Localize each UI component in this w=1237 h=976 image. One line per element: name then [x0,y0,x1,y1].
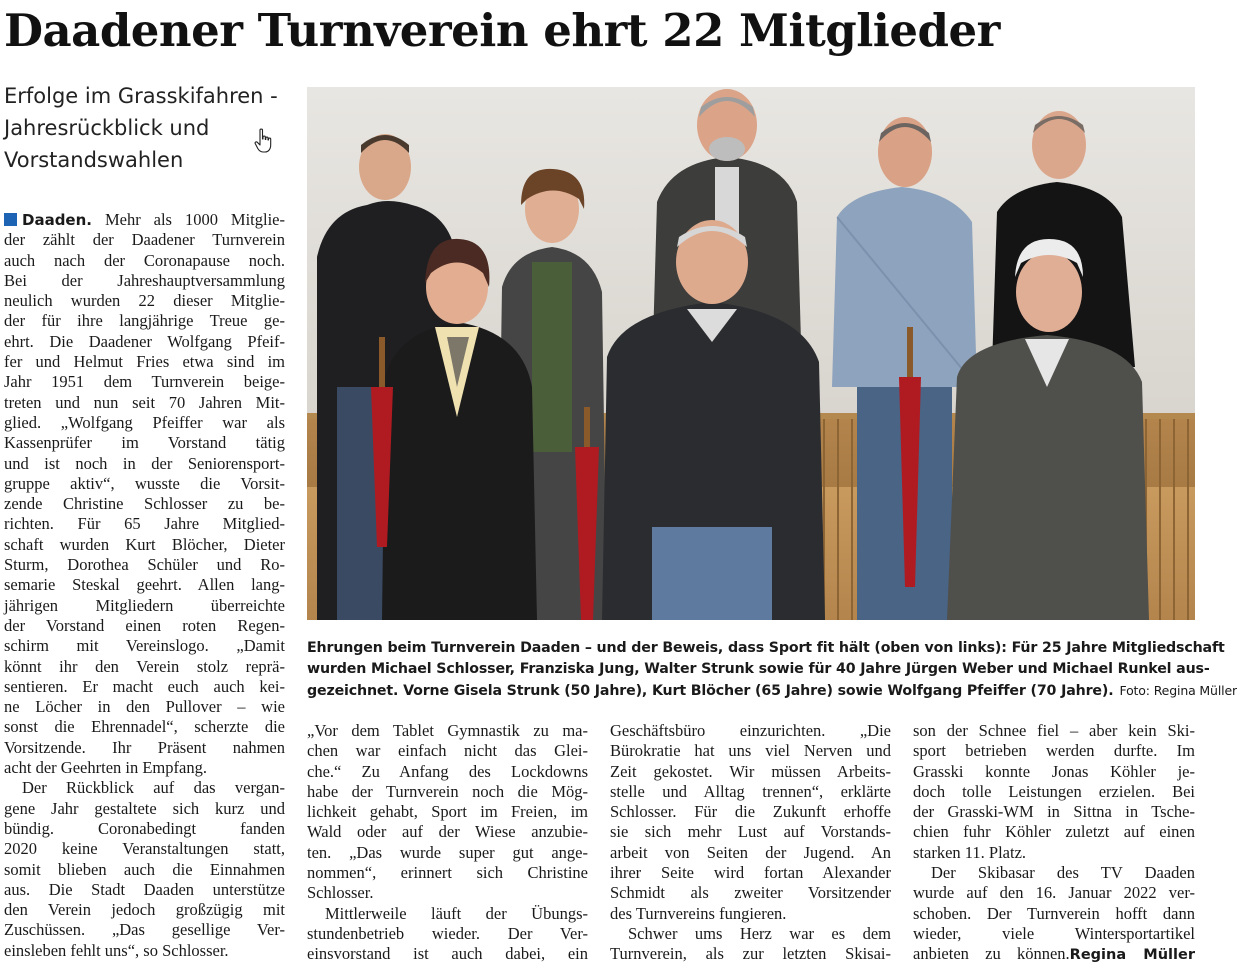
body-line: schirm mit Vereinslogo. „Damit [4,636,285,656]
body-line: Schwer ums Herz war es dem [628,923,891,943]
body-line: lichkeit gehabt, Sport im Freien, im [307,802,588,822]
body-line: Der Rückblick auf das vergan- [22,778,285,798]
body-line: Zuschüssen. „Das gesellige Ver- [4,920,285,940]
body-line: schaft wurden Kurt Blöcher, Dieter [4,534,285,554]
body-line: ihrer Seite wird fortan Alexander [610,863,891,883]
blue-square-marker [4,213,17,226]
body-line: gene Jahr gestaltete sich kurz und [4,798,285,818]
body-line: zende Christine Schlosser zu be- [4,494,285,514]
article-column-2 [307,721,588,965]
headline: Daadener Turnverein ehrt 22 Mitglieder [4,4,1000,57]
body-line: son der Schnee fiel – aber kein Ski- [913,721,1195,740]
body-line: sie sich mehr Lust auf Vorstands- [610,822,891,842]
body-line: Turnverein, als zur letzten Skisai- [610,944,891,964]
body-line: „Vor dem Tablet Gymnastik zu ma- [307,721,588,740]
body-line: der für ihre langjährige Treue ge- [4,311,285,331]
body-line: Jahr 1951 dem Turnverein beige- [4,372,285,392]
article-column-4 [913,721,1195,966]
body-line: Schlosser. [307,883,374,903]
body-line: Wald oder auf der Wiese anzubie- [307,822,588,842]
body-line: neulich wurden 22 dieser Mitglie- [4,291,285,311]
hand-pointer-icon [254,128,274,154]
caption-line: Ehrungen beim Turnverein Daaden – und der Beweis, dass Sport fit hält (oben von links): Für 25 Jahre Mitgliedschaft [307,640,1225,656]
body-line: acht der Geehrten in Empfang. [4,758,207,778]
caption-line-text: gezeichnet. Vorne Gisela Strunk (50 Jahre), Kurt Blöcher (65 Jahre) sowie Wolfgang Pfeiffer (70 Jahre). [307,683,1114,699]
subhead-line: Jahresrückblick und [4,116,210,140]
body-line: Zeit gekostet. Wir müssen Arbeits- [610,761,891,781]
author-byline: Regina Müller [1069,947,1195,964]
body-line: Geschäftsbüro einzurichten. „Die [610,721,891,740]
body-line: wurde auf den 16. Januar 2022 ver- [913,883,1195,903]
body-line: 2020 keine Veranstaltungen statt, [4,839,285,859]
photo-credit: Foto: Regina Müller [1119,683,1237,698]
body-line: nommen“, erinnert sich Christine [307,863,588,883]
caption-line [307,680,1237,702]
photo-caption [307,638,1237,702]
body-line: stelle und Alltag trennen“, erklärte [610,781,891,801]
body-line: könnt ihr den Verein stolz reprä- [4,656,285,676]
body-line: Daaden. Mehr als 1000 Mitglie- [4,210,285,230]
body-line [913,944,1195,965]
article-photo [307,87,1195,620]
body-line: somit blieben auch die Einnahmen [4,859,285,879]
body-line: Der Skibasar des TV Daaden [931,863,1195,883]
body-line: glied. „Wolfgang Pfeiffer war als [4,412,285,432]
body-line: semarie Steskal geehrt. Allen lang- [4,575,285,595]
body-line: Schlosser. Für die Zukunft erhoffe [610,802,891,822]
body-line: habe der Turnverein noch die Mög- [307,781,588,801]
body-line: sport betrieben werden durfte. Im [913,741,1195,761]
body-line: Schmidt als zweiter Vorsitzender [610,883,891,903]
article-column-1 [4,210,285,961]
body-line: che.“ Zu Anfang des Lockdowns [307,761,588,781]
body-line: arbeit von Seiten der Jugend. An [610,842,891,862]
body-line: des Turnvereins fungieren. [610,903,787,923]
article-column-3 [610,721,891,965]
body-line: Sturm, Dorothea Schüler und Ro- [4,555,285,575]
subheadline [4,80,289,176]
body-line: Vorsitzende. Ihr Präsent nahmen [4,737,285,757]
body-line: Bei der Jahreshauptversammlung [4,270,285,290]
caption-line: wurden Michael Schlosser, Franziska Jung, Walter Strunk sowie für 40 Jahre Jürgen Weber und Michael Runkel aus- [307,661,1210,677]
body-line: den Verein jedoch großzügig mit [4,900,285,920]
body-line: einsleben fehlt uns“, so Schlosser. [4,940,229,960]
body-line: Grasski konnte Jonas Köhler je- [913,761,1195,781]
body-line: Bürokratie hat uns viel Nerven und [610,741,891,761]
dateline: Daaden. [22,211,92,229]
body-line: starken 11. Platz. [913,842,1027,862]
body-line: doch tolle Leistungen erzielen. Bei [913,781,1195,801]
body-line: schoben. Der Turnverein hofft dann [913,903,1195,923]
body-line: gruppe aktiv“, wusste die Vorsit- [4,473,285,493]
body-line: jährigen Mitgliedern überreichte [4,595,285,615]
body-line: der Grasski-WM in Sittna in Tsche- [913,802,1195,822]
body-line: und ist noch in der Seniorensport- [4,453,285,473]
body-line: richten. Für 65 Jahre Mitglied- [4,514,285,534]
body-line: treten und nun seit 70 Jahren Mit- [4,392,285,412]
body-line: ne Löcher in den Pullover – wie [4,697,285,717]
body-line: auch nach der Coronapause noch. [4,250,285,270]
body-line: fer und Helmut Fries etwa sind im [4,352,285,372]
body-line: einsvorstand ist auch dabei, ein [307,944,588,964]
body-line: aus. Die Stadt Daaden unterstütze [4,879,285,899]
body-line: der zählt der Daadener Turnverein [4,230,285,250]
body-line: der Vorstand einen roten Regen- [4,615,285,635]
body-line: stundenbetrieb wieder. Der Ver- [307,923,588,943]
body-line: Kassenprüfer im Vorstand tätig [4,433,285,453]
body-line: bündig. Coronabedingt fanden [4,818,285,838]
body-line: Mittlerweile läuft der Übungs- [325,903,588,923]
body-line: ten. „Das wurde super gut ange- [307,842,588,862]
subhead-line: Erfolge im Grasskifahren - [4,84,278,108]
body-line: chien fuhr Köhler zuletzt auf einen [913,822,1195,842]
body-line: ehrt. Die Daadener Wolfgang Pfeif- [4,331,285,351]
closing-text: anbieten zu können. [913,944,1070,964]
subhead-line: Vorstandswahlen [4,148,184,172]
body-line: chen war einfach nicht das Glei- [307,741,588,761]
body-line: sentieren. Er macht euch auch kei- [4,676,285,696]
body-line: wieder, viele Wintersportartikel [913,923,1195,943]
group-photo-illustration [307,87,1195,620]
body-line: sonst die Ehrennadel“, scherzte die [4,717,285,737]
